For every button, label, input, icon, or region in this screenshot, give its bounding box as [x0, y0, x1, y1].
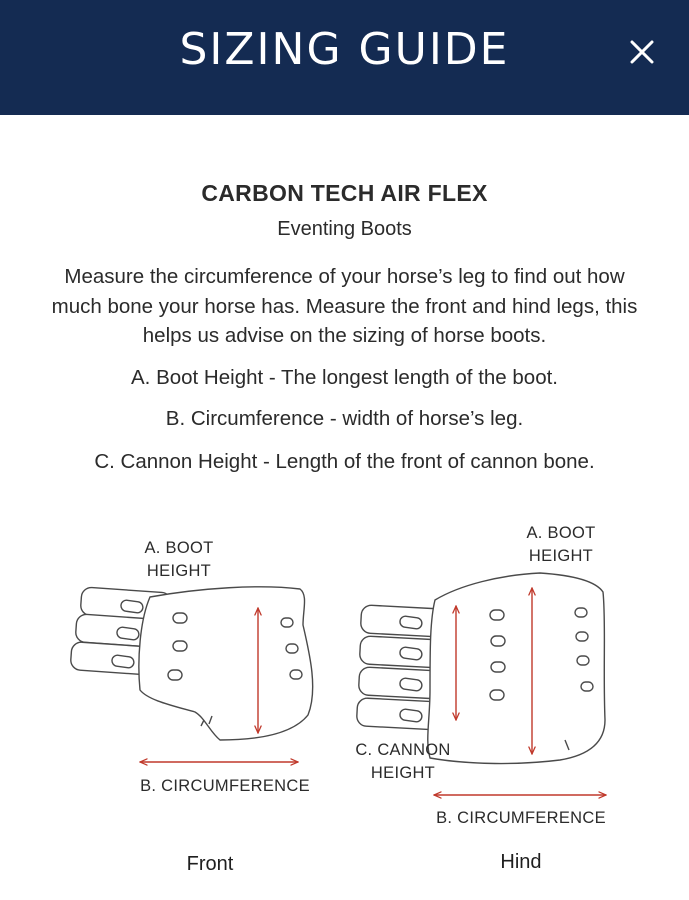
intro-paragraph: Measure the circumference of your horse’s leg to find out how much bone your horse has. Measure the front and hind legs, this helps us advise on the sizing of horse boots. — [51, 265, 638, 347]
hind-circumference-label: B. CIRCUMFERENCE — [436, 809, 606, 827]
modal-title: SIZING GUIDE — [179, 24, 510, 75]
front-circumference-label: B. CIRCUMFERENCE — [140, 777, 310, 795]
definition-circumference: B. Circumference - width of horse’s leg. — [165, 407, 524, 430]
product-name: CARBON TECH AIR FLEX — [201, 180, 488, 206]
hind-cannon-height-label-line2: HEIGHT — [370, 764, 436, 782]
definition-cannon-height: C. Cannon Height - Length of the front of cannon bone. — [94, 450, 595, 473]
hind-caption: Hind — [500, 851, 542, 873]
front-boot-height-label-line1: A. BOOT — [144, 539, 214, 557]
hind-boot-height-label-line2: HEIGHT — [528, 547, 594, 565]
close-button[interactable] — [618, 30, 666, 78]
product-category: Eventing Boots — [277, 218, 412, 240]
hind-boot-illustration — [356, 573, 605, 764]
front-caption: Front — [186, 853, 234, 875]
front-boot-illustration — [70, 587, 313, 740]
close-icon — [618, 30, 666, 78]
hind-boot-height-label-line1: A. BOOT — [526, 524, 596, 542]
definition-boot-height: A. Boot Height - The longest length of the boot. — [131, 366, 558, 389]
sizing-diagram — [0, 480, 689, 900]
front-boot-height-label-line2: HEIGHT — [146, 562, 212, 580]
hind-cannon-height-label-line1: C. CANNON — [355, 741, 451, 759]
modal-header — [0, 0, 689, 115]
